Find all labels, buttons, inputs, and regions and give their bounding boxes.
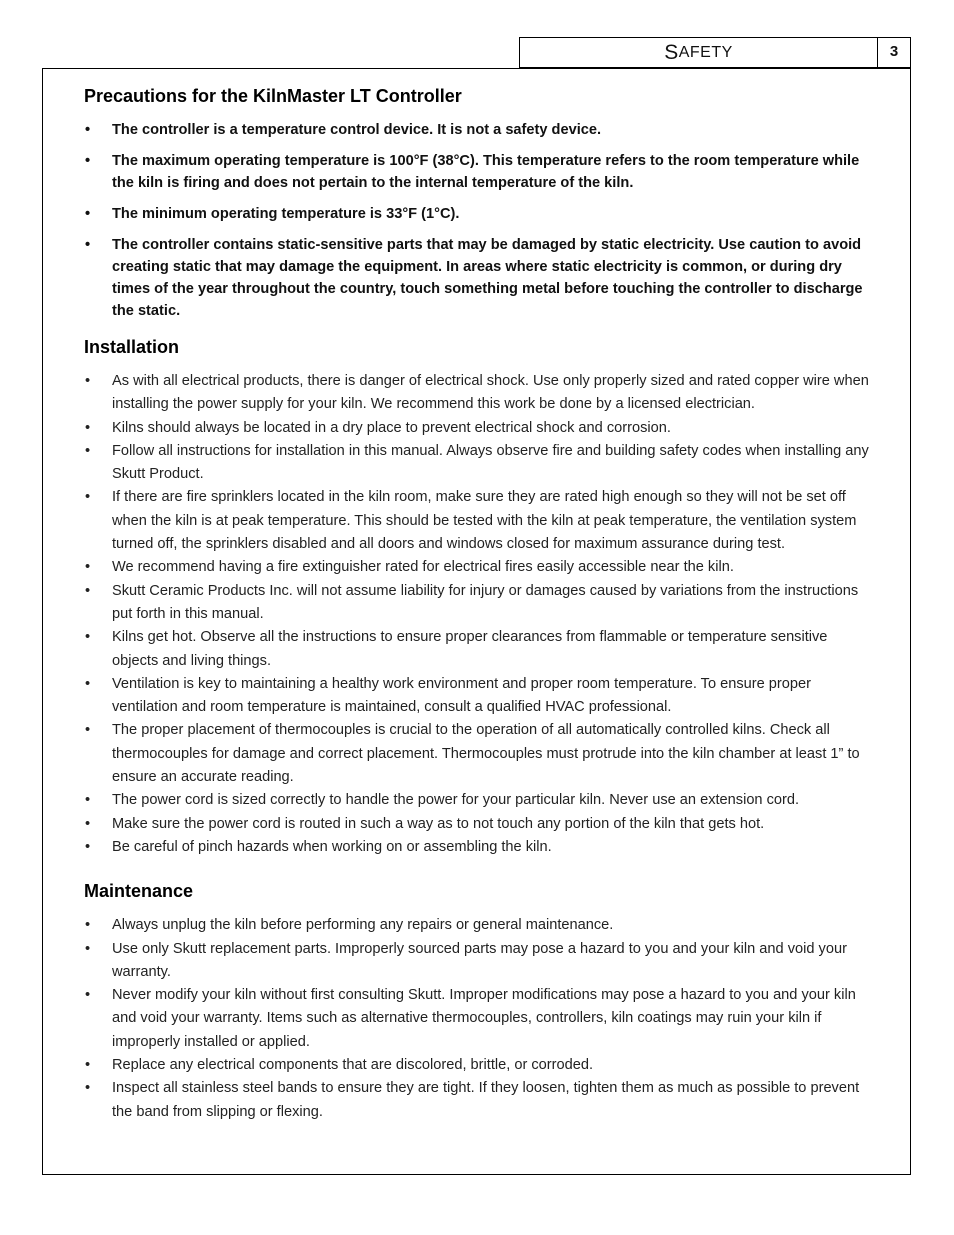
bullet-icon: • (85, 722, 91, 739)
precautions-heading: Precautions for the KilnMaster LT Controller (84, 86, 462, 106)
list-item-text: Replace any electrical components that are discolored, brittle, or corroded. (112, 1057, 594, 1074)
list-item-text: The maximum operating temperature is 100°F (38°C). This temperature refers to the room temperature while the kiln is firing and does not pertain to the internal temperature of the kiln. (112, 153, 860, 191)
bullet-icon: • (85, 1080, 91, 1097)
bullet-icon: • (85, 917, 91, 934)
list-item-text: Kilns get hot. Observe all the instructions to ensure proper clearances from flammable or temperature sensitive objects and living things. (112, 629, 828, 669)
bullet-icon: • (85, 987, 91, 1004)
list-item-text: If there are fire sprinklers located in the kiln room, make sure they are rated high enough so they will not be set off when the kiln is at peak temperature. This should be tested with the kiln at peak temperature, the ventilation system turned off, the sprinklers disabled and all doors and windows closed for maximum assurance during test. (112, 489, 857, 553)
list-item (84, 836, 874, 859)
precautions-section (84, 86, 874, 322)
maintenance-list (84, 914, 874, 1124)
list-item-text: Ventilation is key to maintaining a healthy work environment and proper room temperature. To ensure proper ventilation and room temperature is maintained, consult a qualified HVAC professional. (112, 675, 811, 716)
bullet-icon: • (85, 442, 91, 459)
list-item (84, 203, 874, 225)
bullet-icon: • (85, 122, 91, 138)
list-item-text: Skutt Ceramic Products Inc. will not assume liability for injury or damages caused by variations from the instructions put forth in this manual. (112, 582, 859, 622)
list-item (84, 984, 874, 1054)
list-item (84, 813, 874, 836)
list-item (84, 1077, 874, 1124)
bullet-icon: • (85, 559, 91, 576)
bullet-icon: • (85, 489, 91, 506)
list-item (84, 1054, 874, 1077)
list-item-text: Be careful of pinch hazards when working on or assembling the kiln. (112, 838, 552, 855)
bullet-icon: • (85, 582, 91, 599)
list-item-text: We recommend having a fire extinguisher rated for electrical fires easily accessible near the kiln. (112, 559, 734, 576)
bullet-icon: • (85, 237, 91, 253)
bullet-icon: • (85, 206, 91, 222)
installation-list (84, 370, 874, 859)
page-number: 3 (889, 43, 899, 60)
list-item (84, 938, 874, 985)
list-item (84, 719, 874, 789)
bullet-icon: • (85, 815, 91, 832)
page-number-box (877, 37, 911, 68)
list-item-text: Follow all instructions for installation in this manual. Always observe fire and building safety codes when installing any Skutt Product. (112, 442, 869, 483)
page-content (84, 86, 874, 1124)
list-item-text: Kilns should always be located in a dry place to prevent electrical shock and corrosion. (112, 419, 671, 436)
section-title-box (519, 37, 878, 68)
list-item-text: Always unplug the kiln before performing any repairs or general maintenance. (112, 917, 614, 934)
list-item (84, 150, 874, 194)
bullet-icon: • (85, 419, 91, 436)
list-item (84, 417, 874, 440)
list-item (84, 119, 874, 141)
bullet-icon: • (85, 629, 91, 646)
list-item-text: The minimum operating temperature is 33°F (1°C). (112, 206, 460, 222)
maintenance-section (84, 881, 874, 1124)
list-item (84, 234, 874, 322)
list-item (84, 789, 874, 812)
list-item (84, 914, 874, 937)
list-item-text: The controller is a temperature control device. It is not a safety device. (112, 122, 602, 138)
bullet-icon: • (85, 940, 91, 957)
list-item (84, 440, 874, 487)
section-title-initial: S (664, 40, 679, 64)
bullet-icon: • (85, 153, 91, 169)
list-item-text: Never modify your kiln without first consulting Skutt. Improper modifications may pose a hazard to you and your kiln and void your warranty. Items such as alternative thermocouples, controllers, kiln coatings may ruin your kiln if improperly installed or applied. (112, 987, 856, 1050)
list-item (84, 556, 874, 579)
list-item-text: As with all electrical products, there is danger of electrical shock. Use only properly sized and rated copper wire when installing the power supply for your kiln. We recommend this work be done by a licensed electrician. (112, 373, 869, 413)
maintenance-heading: Maintenance (84, 881, 194, 902)
installation-section (84, 337, 874, 859)
list-item (84, 370, 874, 417)
precautions-list (84, 119, 874, 322)
list-item-text: Use only Skutt replacement parts. Improperly sourced parts may pose a hazard to you and your kiln and void your warranty. (112, 940, 847, 980)
list-item-text: The power cord is sized correctly to handle the power for your particular kiln. Never use an extension cord. (112, 792, 800, 809)
bullet-icon: • (85, 792, 91, 809)
section-title-rest: AFETY (678, 43, 733, 61)
list-item (84, 673, 874, 720)
installation-heading: Installation (84, 337, 180, 357)
bullet-icon: • (85, 675, 91, 692)
list-item-text: The proper placement of thermocouples is crucial to the operation of all automatically controlled kilns. Check all thermocouples for damage and correct placement. Thermocouples must protrude into the kiln chamber at least 1” to ensure an accurate reading. (112, 722, 860, 786)
list-item (84, 486, 874, 556)
list-item-text: The controller contains static-sensitive parts that may be damaged by static electricity. Use caution to avoid creating static that may damage the equipment. In areas where static electricity is common, or during dry times of the year throughout the country, touch something metal before touching the controller to discharge the static. (112, 237, 863, 319)
bullet-icon: • (85, 1057, 91, 1074)
list-item (84, 580, 874, 627)
bullet-icon: • (85, 838, 91, 855)
list-item-text: Inspect all stainless steel bands to ensure they are tight. If they loosen, tighten them as much as possible to prevent the band from slipping or flexing. (112, 1080, 860, 1120)
list-item (84, 626, 874, 673)
list-item-text: Make sure the power cord is routed in such a way as to not touch any portion of the kiln that gets hot. (112, 815, 765, 832)
bullet-icon: • (85, 373, 91, 389)
